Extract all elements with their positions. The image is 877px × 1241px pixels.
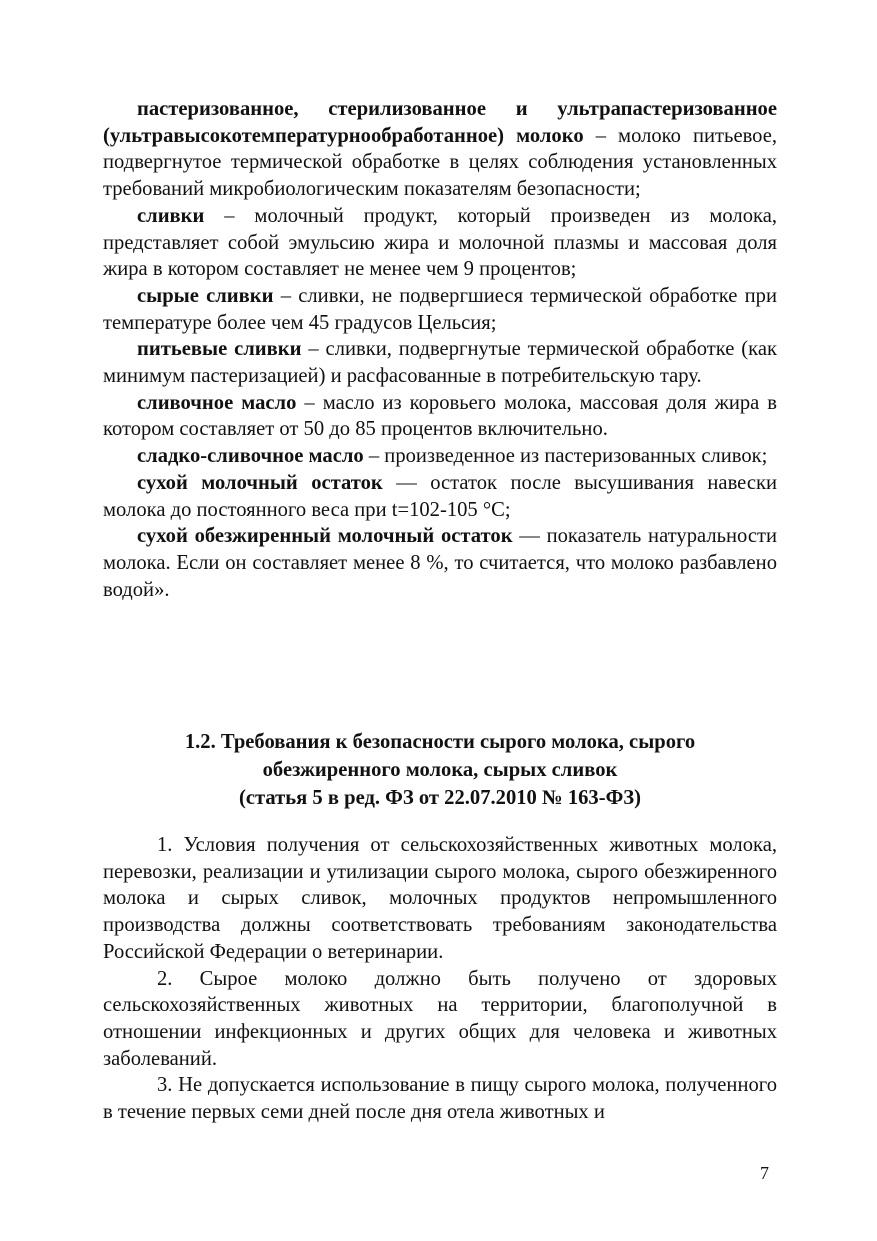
- definition-term: сладко-сливочное масло: [137, 445, 364, 468]
- section-heading: [103, 728, 777, 812]
- section-title-line: 1.2. Требования к безопасности сырого молока, сырого: [184, 731, 696, 753]
- body-paragraph: 1. Условия получения от сельскохозяйственных животных молока, перевозки, реализации и утилизации сырого молока, сырого обезжиренного молока и сырых сливок, молочных продуктов непромышленного производства должны соответствовать требованиям законодательства Российской Федерации о ветеринарии.: [103, 834, 777, 963]
- definition-text: – молоко питьевое, подвергнутое термической обработке в целях соблюдения установленных требований микробиологическим показателям безопасности;: [103, 124, 778, 201]
- definition-paragraph: [103, 470, 777, 523]
- definition-paragraph: [103, 96, 777, 203]
- definition-text: – произведенное из пастеризованных сливок;: [363, 445, 768, 468]
- definition-text: – молочный продукт, который произведен из молока, представляет собой эмульсию жира и молочной плазмы и массовая доля жира в котором составляет не менее чем 9 процентов;: [103, 204, 777, 281]
- section-title-line: обезжиренного молока, сырых сливок: [262, 759, 618, 781]
- section-title-line: (статья 5 в ред. ФЗ от 22.07.2010 № 163-ФЗ): [238, 787, 641, 809]
- definition-term: сухой обезжиренный молочный остаток: [137, 525, 513, 548]
- definition-term: сливочное масло: [137, 391, 297, 414]
- definition-paragraph: [103, 523, 777, 603]
- definition-term: сухой молочный остаток: [137, 471, 383, 494]
- definition-term: питьевые сливки: [137, 338, 302, 361]
- section-body: [103, 832, 777, 1126]
- definition-term: пастеризованное, стерилизованное и ультрапастеризованное (ультравысокотемпературнообработанное) молоко: [103, 98, 777, 147]
- definition-paragraph: [103, 443, 777, 470]
- definition-text: – масло из коровьего молока, массовая доля жира в котором составляет от 50 до 85 процентов включительно.: [103, 391, 778, 441]
- body-paragraph: 3. Не допускается использование в пищу сырого молока, полученного в течение первых семи дней после дня отела животных и: [103, 1074, 777, 1124]
- definitions-block: [103, 96, 777, 603]
- definition-paragraph: [103, 336, 777, 389]
- definition-term: сырые сливки: [137, 284, 274, 307]
- definition-term: сливки: [137, 204, 205, 227]
- page-number: 7: [760, 1163, 769, 1183]
- definition-text: — показатель натуральности молока. Если он составляет менее 8 %, то считается, что молоко разбавлено водой».: [103, 525, 777, 601]
- definition-text: — остаток после высушивания навески молока до постоянного веса при t=102-105 °С;: [103, 471, 777, 521]
- definition-paragraph: [103, 283, 777, 336]
- definition-text: – сливки, подвергнутые термической обработке (как минимум пастеризацией) и расфасованные в потребительскую тару.: [103, 338, 778, 388]
- definition-text: – сливки, не подвергшиеся термической обработке при температуре более чем 45 градусов Цельсия;: [103, 284, 777, 334]
- body-paragraph: 2. Сырое молоко должно быть получено от здоровых сельскохозяйственных животных на территории, благополучной в отношении инфекционных и других общих для человека и животных заболеваний.: [103, 967, 777, 1070]
- definition-paragraph: [103, 390, 777, 443]
- definition-paragraph: [103, 203, 777, 283]
